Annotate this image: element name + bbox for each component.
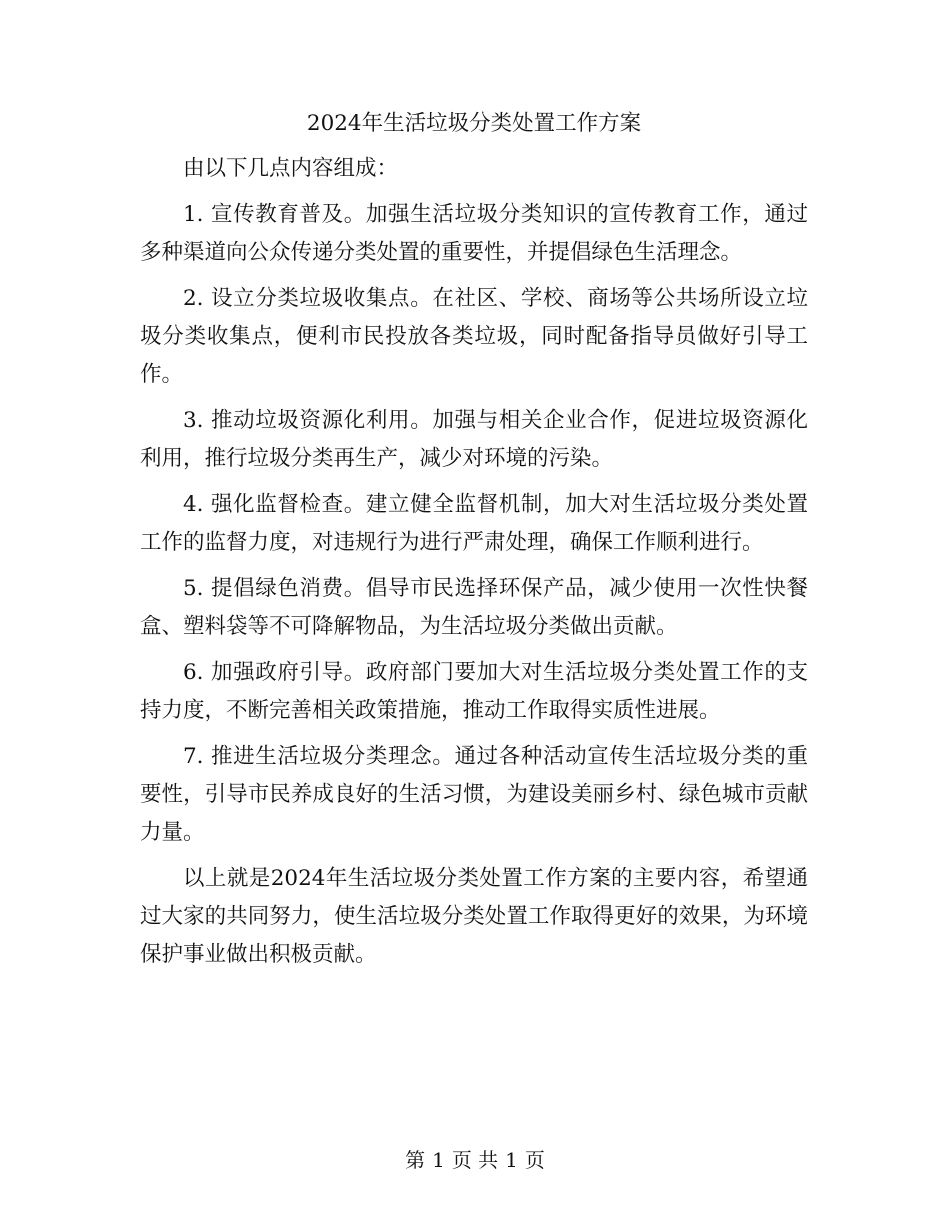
list-item-7: 7. 推进生活垃圾分类理念。通过各种活动宣传生活垃圾分类的重要性，引导市民养成良好的生活习惯，为建设美丽乡村、绿色城市贡献力量。 xyxy=(140,744,808,845)
document-body xyxy=(140,104,808,982)
conclusion-paragraph: 以上就是2024年生活垃圾分类处置工作方案的主要内容，希望通过大家的共同努力，使生活垃圾分类处置工作取得更好的效果，为环境保护事业做出积极贡献。 xyxy=(140,866,808,967)
list-item-3: 3. 推动垃圾资源化利用。加强与相关企业合作，促进垃圾资源化利用，推行垃圾分类再生产，减少对环境的污染。 xyxy=(140,408,808,471)
list-item-1: 1. 宣传教育普及。加强生活垃圾分类知识的宣传教育工作，通过多种渠道向公众传递分类处置的重要性，并提倡绿色生活理念。 xyxy=(140,202,808,265)
intro-paragraph: 由以下几点内容组成： xyxy=(183,156,399,181)
footer-middle: 页 共 xyxy=(451,1148,499,1172)
list-item-2: 2. 设立分类垃圾收集点。在社区、学校、商场等公共场所设立垃圾分类收集点，便利市民投放各类垃圾，同时配备指导员做好引导工作。 xyxy=(140,286,808,387)
list-item-5: 5. 提倡绿色消费。倡导市民选择环保产品，减少使用一次性快餐盒、塑料袋等不可降解物品，为生活垃圾分类做出贡献。 xyxy=(140,576,808,639)
list-item-6: 6. 加强政府引导。政府部门要加大对生活垃圾分类处置工作的支持力度，不断完善相关政策措施，推动工作取得实质性进展。 xyxy=(140,660,808,723)
page-footer xyxy=(0,1146,950,1174)
footer-suffix: 页 xyxy=(524,1148,545,1172)
list-item-4: 4. 强化监督检查。建立健全监督机制，加大对生活垃圾分类处置工作的监督力度，对违规行为进行严肃处理，确保工作顺利进行。 xyxy=(140,492,808,555)
document-title: 2024年生活垃圾分类处置工作方案 xyxy=(306,111,642,136)
footer-page-number: 1 xyxy=(432,1148,445,1172)
footer-total-pages: 1 xyxy=(505,1148,518,1172)
footer-prefix: 第 xyxy=(405,1148,426,1172)
